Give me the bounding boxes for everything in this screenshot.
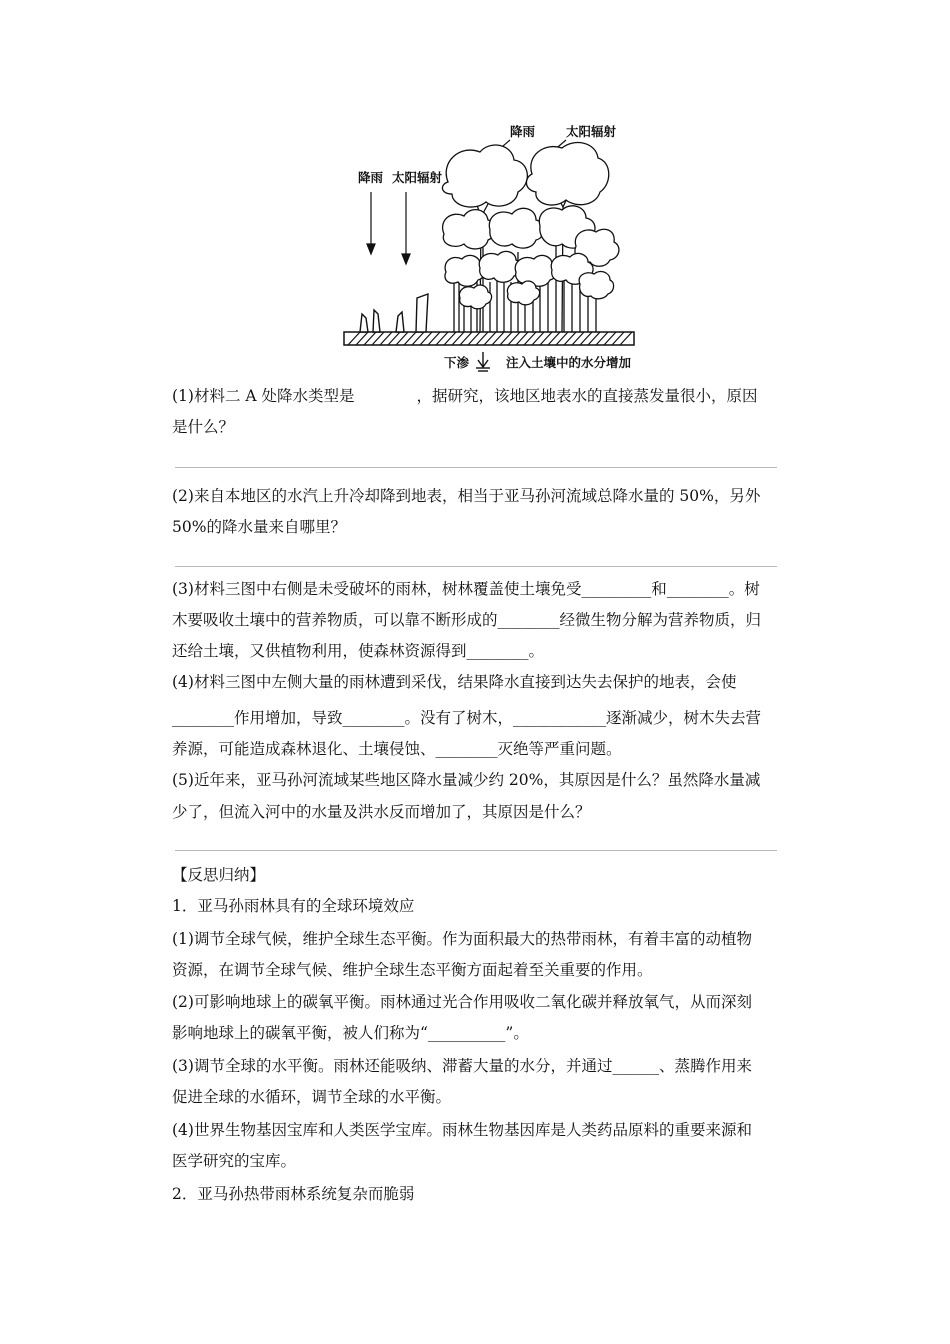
q2-answer-line[interactable] xyxy=(175,566,777,567)
summary-1-3-line-1: (3)调节全球的水平衡。雨林还能吸纳、滞蓄大量的水分，并通过______、蒸腾作用来 xyxy=(172,1057,752,1075)
summary-1-2-line-2: 影响地球上的碳氧平衡，被人们称为“__________”。 xyxy=(172,1024,529,1042)
rainforest-trees xyxy=(442,143,619,332)
rainforest-diagram-svg xyxy=(340,122,640,377)
summary-1-1-line-2: 资源，在调节全球气候、维护全球生态平衡方面起着至关重要的作用。 xyxy=(172,961,653,979)
q5-line-1: (5)近年来，亚马孙河流域某些地区降水量减少约 20%，其原因是什么？虽然降水量减 xyxy=(172,771,761,789)
summary-1-3-line-2: 促进全球的水循环，调节全球的水平衡。 xyxy=(172,1088,452,1106)
label-infiltration: 下渗 xyxy=(444,355,470,370)
q2-line-2: 50%的降水量来自哪里？ xyxy=(172,518,346,536)
label-soil-water: 注入土壤中的水分增加 xyxy=(506,355,632,370)
label-solar-left: 太阳辐射 xyxy=(392,170,443,185)
q5-answer-line[interactable] xyxy=(175,850,777,851)
summary-1-4-line-2: 医学研究的宝库。 xyxy=(172,1152,297,1170)
q2-line-1: (2)来自本地区的水汽上升冷却降到地表，相当于亚马孙河流域总降水量的 50%，另外 xyxy=(172,487,761,505)
label-rain-left: 降雨 xyxy=(358,170,384,185)
label-rain-right: 降雨 xyxy=(510,124,536,139)
section-heading-reflection: 【反思归纳】 xyxy=(172,866,266,884)
summary-1-1-line-1: (1)调节全球气候，维护全球生态平衡。作为面积最大的热带雨林，有着丰富的动植物 xyxy=(172,930,752,948)
ground-strip xyxy=(344,332,634,345)
q3-line-2: 木要吸收土壤中的营养物质，可以靠不断形成的________经微生物分解为营养物质，归 xyxy=(172,611,762,629)
q3-line-3: 还给土壤，又供植物利用，使森林资源得到________。 xyxy=(172,642,545,660)
summary-item-1-heading: 1．亚马孙雨林具有的全球环境效应 xyxy=(172,897,415,915)
rainforest-diagram xyxy=(340,122,640,377)
q4-line-3: 养源，可能造成森林退化、土壤侵蚀、________灭绝等严重问题。 xyxy=(172,740,622,758)
infiltration-arrow-icon xyxy=(476,352,490,371)
label-solar-right: 太阳辐射 xyxy=(566,124,617,139)
q1-line-1: (1)材料二 A 处降水类型是 ，据研究，该地区地表水的直接蒸发量很小，原因 xyxy=(172,387,758,405)
summary-1-2-line-1: (2)可影响地球上的碳氧平衡。雨林通过光合作用吸收二氧化碳并释放氧气，从而深刻 xyxy=(172,993,752,1011)
q4-line-1: (4)材料三图中左侧大量的雨林遭到采伐，结果降水直接到达失去保护的地表，会使 xyxy=(172,673,737,691)
q3-line-1: (3)材料三图中右侧是未受破坏的雨林，树林覆盖使土壤免受_________和________。树 xyxy=(172,580,760,598)
q4-line-2: ________作用增加，导致________。没有了树木，____________逐渐减少，树木失去营 xyxy=(172,709,762,727)
q1-line-2: 是什么？ xyxy=(172,418,235,436)
tree-stumps xyxy=(360,294,428,332)
q5-line-2: 少了，但流入河中的水量及洪水反而增加了，其原因是什么？ xyxy=(172,803,591,821)
arrows-left xyxy=(367,192,410,264)
summary-1-4-line-1: (4)世界生物基因宝库和人类医学宝库。雨林生物基因库是人类药品原料的重要来源和 xyxy=(172,1121,752,1139)
q1-answer-line[interactable] xyxy=(175,467,777,468)
summary-item-2-heading: 2．亚马孙热带雨林系统复杂而脆弱 xyxy=(172,1185,415,1203)
